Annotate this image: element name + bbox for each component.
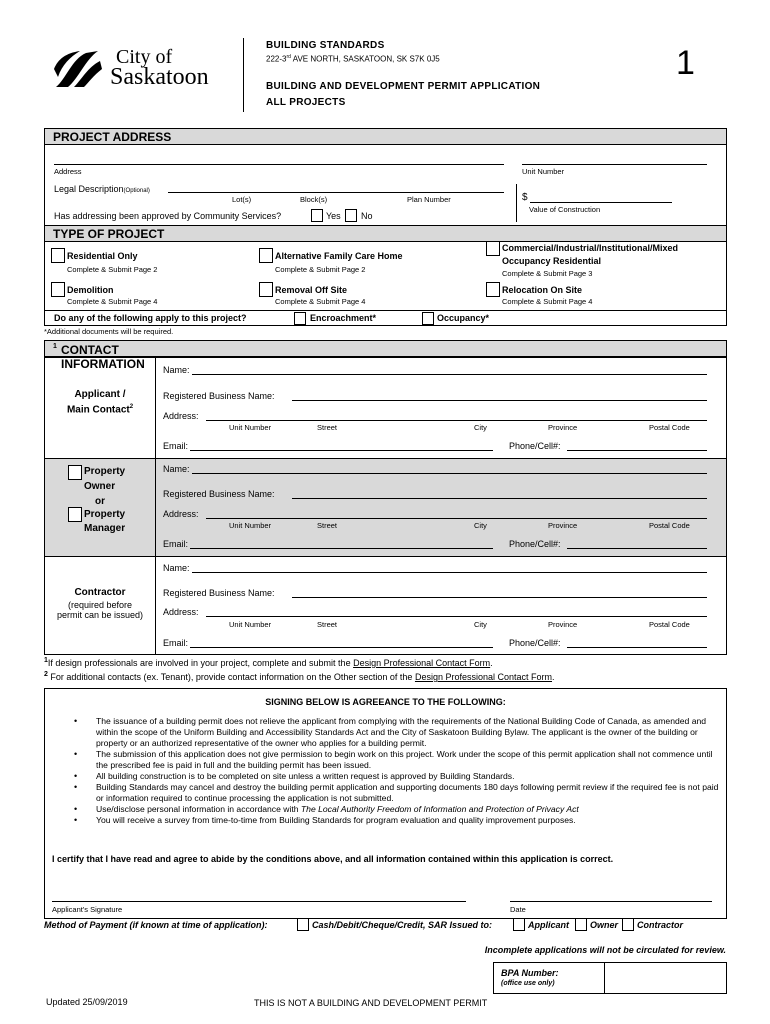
alt-family-care-sub: Complete & Submit Page 2 xyxy=(275,265,366,274)
commercial-checkbox[interactable] xyxy=(486,241,500,256)
applicant-email-label: Email: xyxy=(163,441,189,451)
unit-number-label: Unit Number xyxy=(522,167,565,176)
owner-postal-label: Postal Code xyxy=(649,521,690,530)
applicant-province-label: Province xyxy=(548,423,578,432)
bpa-label: BPA Number: xyxy=(501,968,559,978)
signature-input[interactable] xyxy=(52,901,466,902)
applicant-name-input[interactable] xyxy=(192,374,707,375)
date-input[interactable] xyxy=(510,901,712,902)
term-2: • The submission of this application does not give permission to begin work on this project. Work under the scope of this permit application shall not commence until the prescribed fee is paid in full and the building permit has been issued. xyxy=(44,749,719,771)
dollar-sign: $ xyxy=(522,192,528,203)
applicant-phone-label: Phone/Cell#: xyxy=(509,441,561,451)
owner-city-label: City xyxy=(474,521,487,530)
page-number: 1 xyxy=(676,44,695,82)
blocks-label: Block(s) xyxy=(300,195,328,204)
addressing-yes-checkbox[interactable] xyxy=(311,209,323,222)
dept-address: 222-3rd AVE NORTH, SASKATOON, SK S7K 0J5 xyxy=(266,54,440,64)
bpa-sub: (office use only) xyxy=(501,980,555,987)
contractor-postal-label: Postal Code xyxy=(649,620,690,629)
form-title-line2: ALL PROJECTS xyxy=(266,97,346,108)
legal-description-label: Legal Description(Optional) xyxy=(54,184,150,194)
owner-province-label: Province xyxy=(548,521,578,530)
commercial-label: Commercial/Industrial/Institutional/Mixed xyxy=(502,243,679,253)
applicant-business-input[interactable] xyxy=(292,400,707,401)
demolition-checkbox[interactable] xyxy=(51,282,65,297)
applicant-city-label: City xyxy=(474,423,487,432)
payment-owner-label: Owner xyxy=(590,920,619,930)
addressing-no-checkbox[interactable] xyxy=(345,209,357,222)
term-4: • Building Standards may cancel and destroy the building permit application and supporting documents 180 days following permit review if the required fee is not paid or information required to continue processing the application is not submitted. xyxy=(44,782,719,804)
applicant-address-label: Address: xyxy=(163,411,199,421)
agreement-heading: SIGNING BELOW IS AGREEANCE TO THE FOLLOWING: xyxy=(265,697,506,707)
owner-unit-label: Unit Number xyxy=(229,521,272,530)
addressing-no-label: No xyxy=(361,211,373,221)
commercial-sub: Complete & Submit Page 3 xyxy=(502,269,593,278)
applicant-unit-label: Unit Number xyxy=(229,423,272,432)
alt-family-care-checkbox[interactable] xyxy=(259,248,273,263)
demolition-label: Demolition xyxy=(67,285,114,295)
applicant-title: Applicant / Main Contact$^2$ xyxy=(66,389,134,416)
city-logo xyxy=(52,46,242,96)
owner-address-input[interactable] xyxy=(206,518,707,519)
applicant-name-label: Name: xyxy=(163,365,190,375)
bpa-number-field[interactable] xyxy=(606,963,726,993)
project-type-heading-bar xyxy=(44,225,727,242)
contact-label-column-rule xyxy=(155,357,156,655)
applicant-postal-label: Postal Code xyxy=(649,423,690,432)
owner-title-2: Owner xyxy=(84,481,116,492)
incomplete-notice: Incomplete applications will not be circulated for review. xyxy=(484,945,726,955)
payment-applicant-label: Applicant xyxy=(528,920,570,930)
logo-name-text: Saskatoon xyxy=(110,64,209,90)
cash-debit-checkbox[interactable] xyxy=(297,918,309,931)
vertical-rule-address xyxy=(516,184,517,222)
payment-contractor-checkbox[interactable] xyxy=(622,918,634,931)
payment-applicant-checkbox[interactable] xyxy=(513,918,525,931)
value-of-construction-label: Value of Construction xyxy=(529,205,601,214)
apply-question: Do any of the following apply to this project? xyxy=(54,313,247,323)
signature-label: Applicant's Signature xyxy=(52,905,123,914)
contact-row-rule-1 xyxy=(44,458,727,459)
logo-city-text: City of xyxy=(116,46,173,68)
contractor-unit-label: Unit Number xyxy=(229,620,272,629)
encroachment-checkbox[interactable] xyxy=(294,312,306,325)
contractor-name-label: Name: xyxy=(163,563,190,573)
project-type-heading: TYPE OF PROJECT xyxy=(53,227,165,241)
legal-description-input[interactable] xyxy=(168,192,504,193)
dept-name: BUILDING STANDARDS xyxy=(266,40,385,51)
owner-address-label: Address: xyxy=(163,509,199,519)
contractor-street-label: Street xyxy=(317,620,338,629)
commercial-label-line2: Occupancy Residential xyxy=(502,256,602,266)
design-professional-link-2[interactable]: Design Professional Contact Form xyxy=(414,672,553,682)
applicant-email-input[interactable] xyxy=(190,450,493,451)
relocation-on-site-checkbox[interactable] xyxy=(486,282,500,297)
contact-heading: CONTACT INFORMATION $^1$ xyxy=(53,343,145,371)
design-professional-link-1[interactable]: Design Professional Contact Form xyxy=(353,658,491,668)
residential-only-checkbox[interactable] xyxy=(51,248,65,263)
contractor-city-label: City xyxy=(474,620,487,629)
term-1: • The issuance of a building permit does not relieve the applicant from complying with the requirements of the National Building Code of Canada, as amended and within the scope of the Uniform Building and Accessibility Standards Act and the City of Saskatoon Building Bylaw. The applicant is the owner of the building or property or an authorized representative of the owner who applies for a building permit. xyxy=(44,716,719,749)
addressing-approved-question: Has addressing been approved by Community Services? xyxy=(54,211,282,221)
removal-off-site-checkbox[interactable] xyxy=(259,282,273,297)
term-5: • Use/disclose personal information in accordance with The Local Authority Freedom of Information and Protection of Privacy Act xyxy=(44,804,719,815)
form-title-line1: BUILDING AND DEVELOPMENT PERMIT APPLICATION xyxy=(266,81,541,92)
payment-contractor-label: Contractor xyxy=(637,920,684,930)
relocation-on-site-label: Relocation On Site xyxy=(502,285,583,295)
residential-only-sub: Complete & Submit Page 2 xyxy=(67,265,158,274)
term-3: • All building construction is to be completed on site unless a written request is approved by Building Standards. xyxy=(44,771,719,782)
applicant-business-label: Registered Business Name: xyxy=(163,391,275,401)
owner-street-label: Street xyxy=(317,521,338,530)
additional-documents-note: *Additional documents will be required. xyxy=(44,327,174,336)
payment-owner-checkbox[interactable] xyxy=(575,918,587,931)
property-manager-checkbox[interactable] xyxy=(68,507,82,522)
owner-name-input[interactable] xyxy=(192,473,707,474)
bpa-label-cell xyxy=(493,962,605,994)
cash-debit-label: Cash/Debit/Cheque/Credit, SAR Issued to: xyxy=(312,920,493,930)
owner-title-1: Property xyxy=(84,466,126,477)
demolition-sub: Complete & Submit Page 4 xyxy=(67,297,158,306)
manager-title-2: Manager xyxy=(84,523,126,534)
relocation-on-site-sub: Complete & Submit Page 4 xyxy=(502,297,593,306)
contractor-title: Contractor (required before permit can be issued) xyxy=(56,587,144,620)
applicant-street-label: Street xyxy=(317,423,338,432)
agreement-terms-list xyxy=(44,716,719,826)
owner-business-input[interactable] xyxy=(292,498,707,499)
removal-off-site-sub: Complete & Submit Page 4 xyxy=(275,297,366,306)
unit-number-input[interactable] xyxy=(522,164,707,165)
owner-phone-input[interactable] xyxy=(567,548,707,549)
property-owner-checkbox[interactable] xyxy=(68,465,82,480)
owner-email-input[interactable] xyxy=(190,548,493,549)
encroachment-label: Encroachment* xyxy=(310,313,377,323)
address-label: Address xyxy=(54,167,82,176)
applicant-phone-input[interactable] xyxy=(567,450,707,451)
term-6: • You will receive a survey from time-to-time from Building Standards for program evaluation and quality improvement purposes. xyxy=(44,815,719,826)
occupancy-checkbox[interactable] xyxy=(422,312,434,325)
contractor-email-input[interactable] xyxy=(190,647,493,648)
contractor-province-label: Province xyxy=(548,620,578,629)
date-label: Date xyxy=(510,905,526,914)
contractor-address-label: Address: xyxy=(163,607,199,617)
contractor-address-input[interactable] xyxy=(206,616,707,617)
occupancy-label: Occupancy* xyxy=(437,313,490,323)
applicant-address-input[interactable] xyxy=(206,420,707,421)
certify-statement: I certify that I have read and agree to abide by the conditions above, and all information contained within this application is correct. xyxy=(52,854,614,864)
updated-date: Updated 25/09/2019 xyxy=(46,997,128,1007)
addressing-yes-label: Yes xyxy=(326,211,341,221)
contractor-business-label: Registered Business Name: xyxy=(163,588,275,598)
owner-name-label: Name: xyxy=(163,464,190,474)
contact-row-rule-2 xyxy=(44,556,727,557)
residential-only-label: Residential Only xyxy=(67,251,138,261)
owner-or: or xyxy=(95,496,105,507)
contractor-email-label: Email: xyxy=(163,638,189,648)
header-divider xyxy=(243,38,244,112)
contractor-phone-label: Phone/Cell#: xyxy=(509,638,561,648)
saskatoon-logo-icon xyxy=(52,49,104,89)
lots-label: Lot(s) xyxy=(232,195,252,204)
removal-off-site-label: Removal Off Site xyxy=(275,285,348,295)
footnote-1: $^1$If design professionals are involved in your project, complete and submit the Design Professional Contact Form. xyxy=(44,657,493,668)
contractor-business-input[interactable] xyxy=(292,597,707,598)
owner-business-label: Registered Business Name: xyxy=(163,489,275,499)
plan-number-label: Plan Number xyxy=(407,195,451,204)
not-permit-notice: THIS IS NOT A BUILDING AND DEVELOPMENT PERMIT xyxy=(254,998,488,1008)
contractor-phone-input[interactable] xyxy=(567,647,707,648)
address-input[interactable] xyxy=(54,164,504,165)
owner-phone-label: Phone/Cell#: xyxy=(509,539,561,549)
alt-family-care-label: Alternative Family Care Home xyxy=(275,251,403,261)
project-address-heading: PROJECT ADDRESS xyxy=(53,130,172,144)
project-address-heading-bar xyxy=(44,128,727,145)
manager-title-1: Property xyxy=(84,509,126,520)
footnote-2: $^2$ For additional contacts (ex. Tenant), provide contact information on the Other section of the Design Professional Contact Form. xyxy=(44,671,555,682)
value-of-construction-input[interactable] xyxy=(530,202,672,203)
contractor-name-input[interactable] xyxy=(192,572,707,573)
payment-method-label: Method of Payment (if known at time of application): xyxy=(44,920,268,930)
owner-email-label: Email: xyxy=(163,539,189,549)
